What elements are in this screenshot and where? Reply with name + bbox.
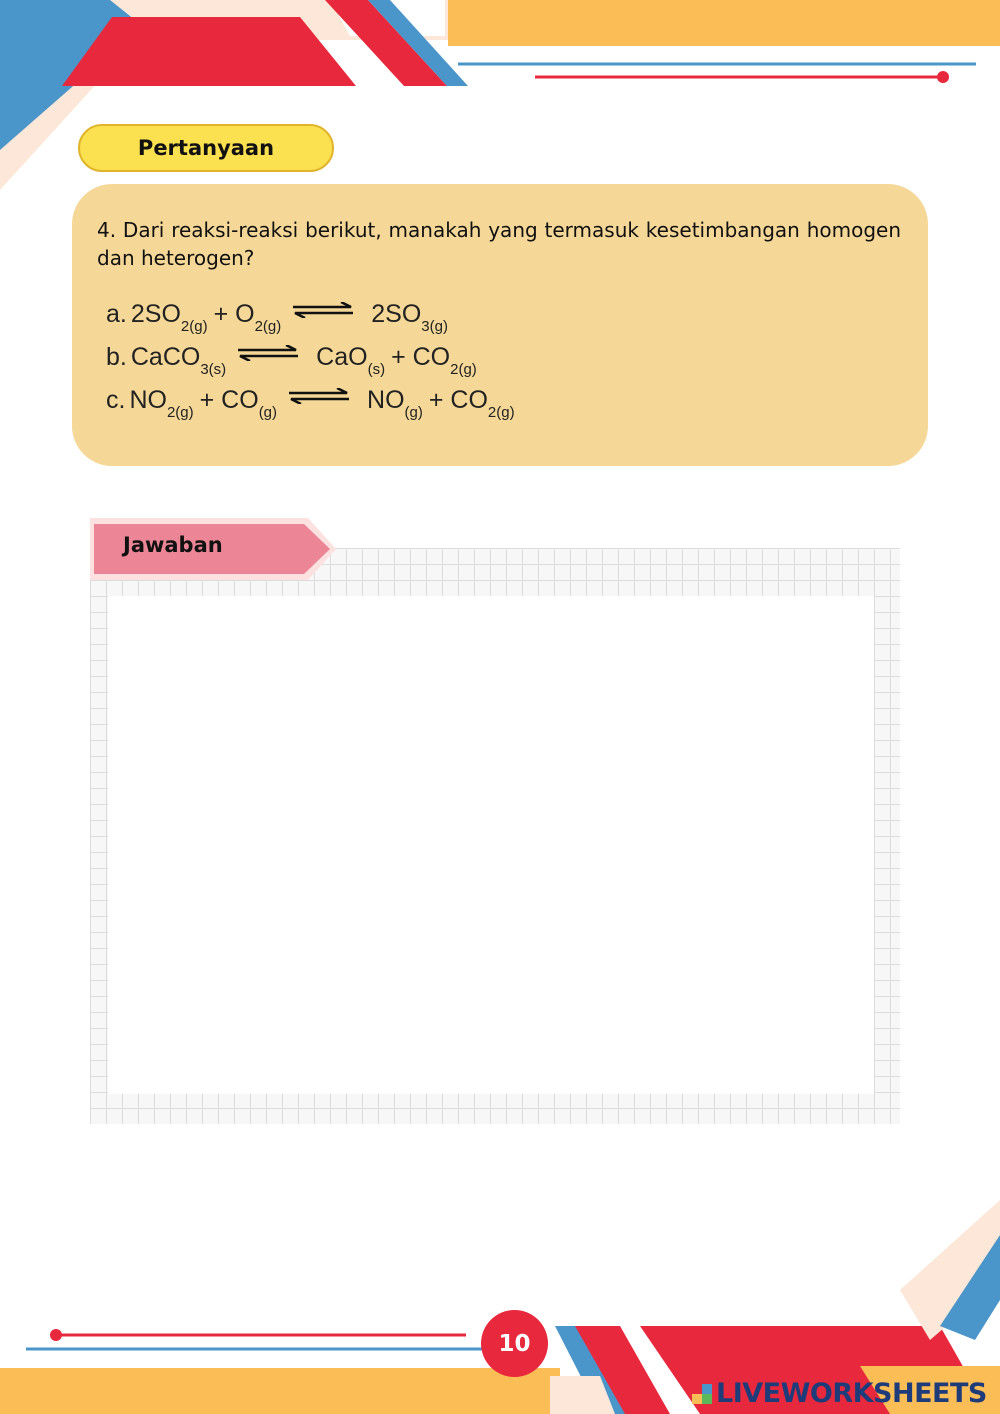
species: CaO: [316, 343, 368, 371]
state: 2(g): [254, 318, 282, 335]
state: (g): [258, 404, 278, 421]
equation-b: [106, 343, 483, 378]
liveworksheets-logo: [692, 1378, 987, 1409]
equilibrium-arrow-icon: [236, 345, 300, 361]
state: 3(s): [200, 361, 227, 378]
species: 2SO: [130, 300, 181, 328]
answer-tag-label: Jawaban: [123, 533, 223, 557]
equation-label: c.: [106, 386, 126, 414]
species: 2SO: [371, 300, 422, 328]
state: 2(g): [450, 361, 477, 378]
question-card: [72, 184, 928, 466]
equilibrium-arrow-icon: [287, 388, 351, 404]
question-text: 4. Dari reaksi-reaksi berikut, manakah yang termasuk kesetimbangan homogen dan heterogen?: [97, 218, 901, 270]
state: 2(g): [180, 318, 208, 335]
species: NO: [129, 386, 167, 414]
state: (s): [367, 361, 386, 378]
species: CaCO: [130, 343, 201, 371]
state: 3(g): [421, 318, 448, 335]
page-number: 10: [481, 1310, 548, 1377]
state: 2(g): [166, 404, 194, 421]
species: NO: [367, 386, 405, 414]
watermark-text: LIVEWORKSHEETS: [716, 1378, 987, 1409]
equation-c: [106, 386, 521, 421]
state: (g): [404, 404, 423, 421]
equilibrium-arrow-icon: [291, 302, 355, 318]
species: + O: [213, 300, 255, 328]
species: + CO: [199, 386, 259, 414]
equation-label: b.: [106, 343, 127, 371]
answer-input-area[interactable]: [108, 596, 874, 1094]
species: + CO: [428, 386, 488, 414]
species: + CO: [391, 343, 451, 371]
liveworksheets-icon: [692, 1384, 712, 1404]
state: 2(g): [487, 404, 515, 421]
question-badge: Pertanyaan: [78, 124, 334, 172]
equation-label: a.: [106, 300, 127, 328]
equation-a: [106, 300, 454, 335]
